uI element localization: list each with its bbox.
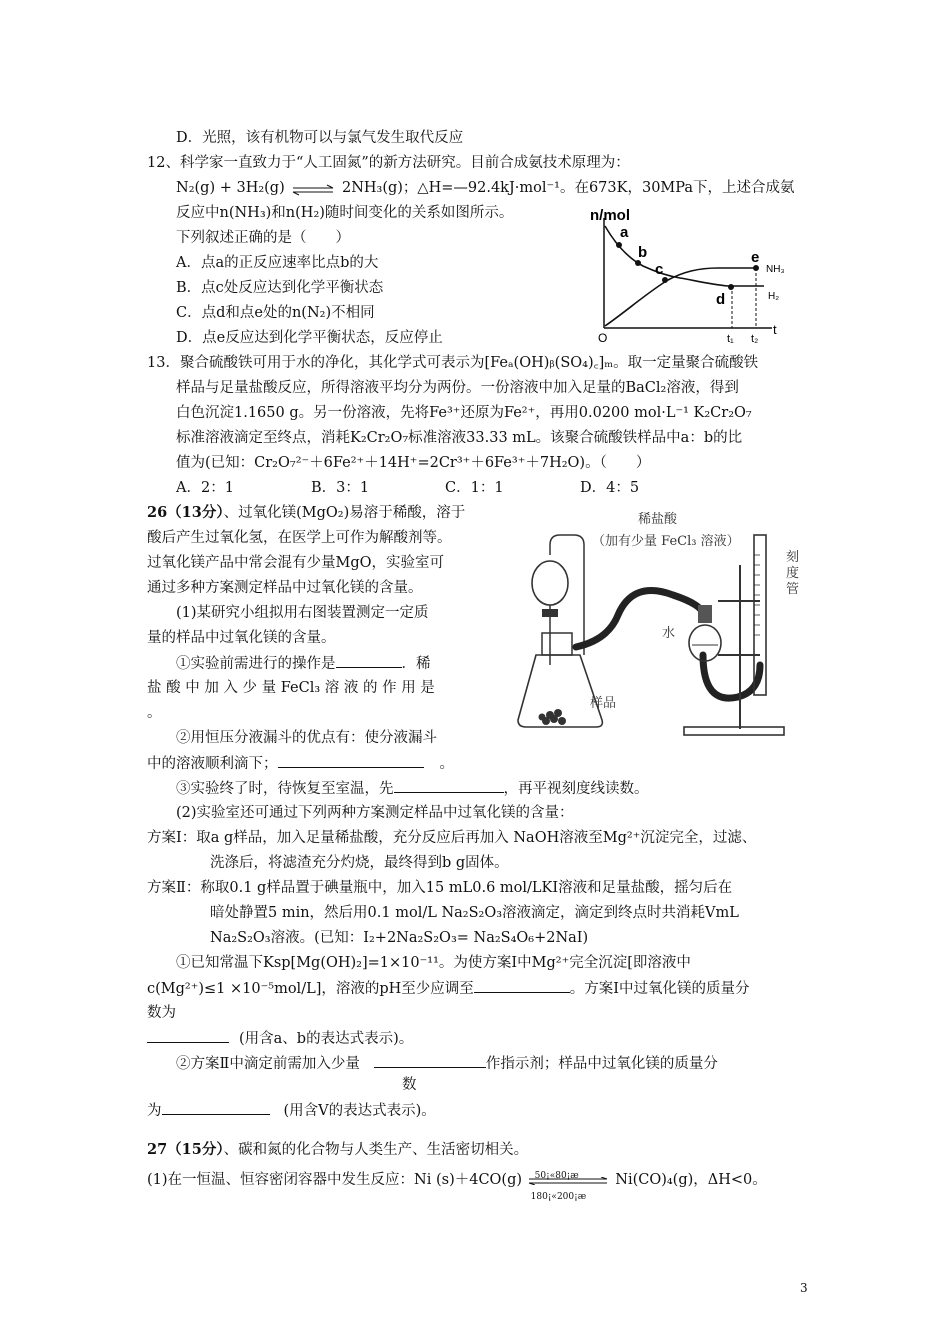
flask-stopper xyxy=(542,633,572,655)
label-sample: 样品 xyxy=(590,696,617,711)
q12-option-c: C．点d和点e处的n(N₂)不相同 xyxy=(176,305,375,321)
label-tube-1: 刻 xyxy=(786,550,800,565)
rubber-tubing-lower xyxy=(703,655,760,698)
label-b: b xyxy=(638,244,648,261)
q27-line1: 27（15分）、碳和氮的化合物与人类生产、生活密切相关。 xyxy=(147,1141,529,1158)
q26-sub2-line3: 为 (用含V的表达式表示)。 xyxy=(147,1100,436,1121)
label-c: c xyxy=(655,261,664,278)
tick-t2: t₂ xyxy=(751,333,759,345)
q12-option-a: A．点a的正反应速率比点b的大 xyxy=(176,255,379,271)
q26-sub1-line3: 数为 xyxy=(147,1005,176,1021)
q26-line5: (1)某研究小组拟用右图装置测定一定质 xyxy=(176,605,429,621)
q13-line2: 样品与足量盐酸反应，所得溶液平均分为两份。一份溶液中加入足量的BaCl₂溶液，得到 xyxy=(176,380,739,396)
graph-ylabel: n/mol xyxy=(590,207,630,224)
q13-line5: 值为(已知：Cr₂O₇²⁻＋6Fe²⁺＋14H⁺=2Cr³⁺＋6Fe³⁺＋7H₂O)。（ ） xyxy=(176,455,651,471)
label-acid-note: （加有少量 FeCl₃ 溶液） xyxy=(592,534,740,549)
q12-option-b: B．点c处反应达到化学平衡状态 xyxy=(176,280,384,296)
q13-option-a: A．2：1 xyxy=(176,480,234,496)
q12-eq-right: 2NH₃(g)；△H=—92.4kJ·mol⁻¹。在673K，30MPa下，上述合成氨 xyxy=(341,180,795,196)
q26-line13: (2)实验室还可通过下列两种方案测定样品中过氧化镁的含量： xyxy=(176,805,574,821)
answer-blank-6 xyxy=(374,1053,486,1068)
label-tube-2: 度 xyxy=(786,566,800,581)
q12-intro: 12、科学家一直致力于“人工固氮”的新方法研究。目前合成氨技术原理为： xyxy=(147,155,630,171)
q13-option-d: D．4：5 xyxy=(580,480,640,496)
label-h2: H₂ xyxy=(768,291,780,302)
reversible-arrow-icon xyxy=(527,1177,611,1185)
q27-reaction-arrow: 50¡«80¡æ 180¡«200¡æ xyxy=(527,1170,611,1190)
q26-plan2-line3: Na₂S₂O₃溶液。(已知：I₂+2Na₂S₂O₃= Na₂S₄O₆+2NaI) xyxy=(210,930,589,946)
answer-blank-7 xyxy=(162,1100,270,1115)
q26-line6: 量的样品中过氧化镁的含量。 xyxy=(147,630,336,646)
q13-line1: 13．聚合硫酸铁可用于水的净化，其化学式可表示为[Feₐ(OH)ᵦ(SO₄)꜀]ₘ。取一定量聚合硫酸铁 xyxy=(147,355,759,371)
q27-line2: (1)在一恒温、恒容密闭容器中发生反应：Ni (s)＋4CO(g) 50¡«80¡æ 180¡«200¡æ Ni(CO)₄(g)，ΔH<0。 xyxy=(147,1171,767,1202)
q26-plan1-line1: 方案Ⅰ：取a g样品，加入足量稀盐酸，充分反应后再加入 NaOH溶液至Mg²⁺沉淀完全，过滤、 xyxy=(147,830,757,846)
q26-line2: 酸后产生过氧化氢，在医学上可作为解酸剂等。 xyxy=(147,530,452,546)
q12-line3: 反应中n(NH₃)和n(H₂)随时间变化的关系如图所示。 xyxy=(176,205,514,221)
label-e: e xyxy=(751,249,760,266)
q13-option-b: B．3：1 xyxy=(311,480,370,496)
q26-line11: 中的溶液顺利滴下； 。 xyxy=(147,753,454,774)
q26-sub1-line4: (用含a、b的表达式表示)。 xyxy=(147,1028,413,1049)
q13-line3: 白色沉淀1.1650 g。另一份溶液，先将Fe³⁺还原为Fe²⁺，再用0.0200 mol·L⁻¹ K₂Cr₂O₇ xyxy=(176,405,752,421)
point-a xyxy=(616,242,622,248)
q26-plan1-line2: 洗涤后，将滤渣充分灼烧，最终得到b g固体。 xyxy=(210,855,509,871)
q26-line10: ②用恒压分液漏斗的优点有：使分液漏斗 xyxy=(176,730,437,746)
separating-funnel xyxy=(532,561,568,605)
h2-curve xyxy=(605,226,764,286)
nh3-curve xyxy=(605,268,758,326)
graph-origin: O xyxy=(598,331,608,345)
q12-equation xyxy=(176,178,795,198)
q26-sub2-line2: 数 xyxy=(402,1077,417,1093)
answer-blank-3 xyxy=(394,778,504,793)
q12-eq-left: N₂(g) + 3H₂(g) xyxy=(176,180,285,196)
q26-sub2-line1: ②方案Ⅱ中滴定前需加入少量 作指示剂；样品中过氧化镁的质量分 xyxy=(176,1053,718,1074)
label-acid: 稀盐酸 xyxy=(638,512,678,527)
label-tube-3: 管 xyxy=(786,582,800,597)
q26-line8: 盐 酸 中 加 入 少 量 FeCl₃ 溶 液 的 作 用 是 xyxy=(147,680,435,696)
page-number: 3 xyxy=(800,1281,808,1295)
q12-option-d: D．点e反应达到化学平衡状态，反应停止 xyxy=(176,330,443,346)
label-water: 水 xyxy=(662,626,676,641)
tick-t1: t₁ xyxy=(727,333,734,345)
q11-option-d: D．光照，该有机物可以与氯气发生取代反应 xyxy=(176,130,464,146)
sample-pellets xyxy=(539,709,567,725)
point-d xyxy=(728,284,734,290)
answer-blank-1 xyxy=(336,653,402,668)
q26-line4: 通过多种方案测定样品中过氧化镁的含量。 xyxy=(147,580,423,596)
q13-line4: 标准溶液滴定至终点，消耗K₂Cr₂O₇标准溶液33.33 mL。该聚合硫酸铁样品中a：b的比 xyxy=(176,430,743,446)
q26-line9: 。 xyxy=(147,705,162,721)
pressure-tube xyxy=(550,535,584,655)
equilibrium-arrow-icon xyxy=(289,182,337,194)
q12-question: 下列叙述正确的是（ ） xyxy=(176,230,350,246)
q26-sub1-line2: c(Mg²⁺)≤1 ×10⁻⁵mol/L]，溶液的pH至少应调至 。方案Ⅰ中过氧化镁的质量分 xyxy=(147,978,750,999)
label-a: a xyxy=(620,224,629,241)
stopcock xyxy=(542,609,558,617)
q26-line12: ③实验终了时，待恢复至室温，先 ，再平视刻度线读数。 xyxy=(176,778,649,799)
q12-graph xyxy=(588,200,788,350)
q26-sub1-line1: ①已知常温下Ksp[Mg(OH)₂]=1×10⁻¹¹。为使方案Ⅰ中Mg²⁺完全沉淀[即溶液中 xyxy=(176,955,691,971)
answer-blank-5 xyxy=(147,1028,229,1043)
q26-plan2-line1: 方案Ⅱ：称取0.1 g样品置于碘量瓶中，加入15 mL0.6 mol/LKI溶液和足量盐酸，摇匀后在 xyxy=(147,880,733,896)
q26-line1: 26（13分）、过氧化镁(MgO₂)易溶于稀酸，溶于 xyxy=(147,504,466,521)
label-d: d xyxy=(716,291,726,308)
q26-plan2-line2: 暗处静置5 min，然后用0.1 mol/L Na₂S₂O₃溶液滴定，滴定到终点时共消耗VmL xyxy=(210,905,739,921)
q26-heading: 26（13分） xyxy=(147,504,224,521)
stand-base xyxy=(684,727,784,735)
q13-option-c: C．1：1 xyxy=(445,480,504,496)
q26-line7: ①实验前需进行的操作是 ．稀 xyxy=(176,653,431,674)
rubber-tubing xyxy=(576,591,703,648)
answer-blank-4 xyxy=(474,978,570,993)
bulb-stopper xyxy=(698,605,712,623)
q27-heading: 27（15分） xyxy=(147,1141,224,1158)
q26-line3: 过氧化镁产品中常会混有少量MgO，实验室可 xyxy=(147,555,445,571)
apparatus-diagram xyxy=(498,505,818,745)
label-nh3: NH₃ xyxy=(766,264,785,275)
graph-xlabel: t xyxy=(773,322,777,337)
answer-blank-2 xyxy=(278,753,424,768)
